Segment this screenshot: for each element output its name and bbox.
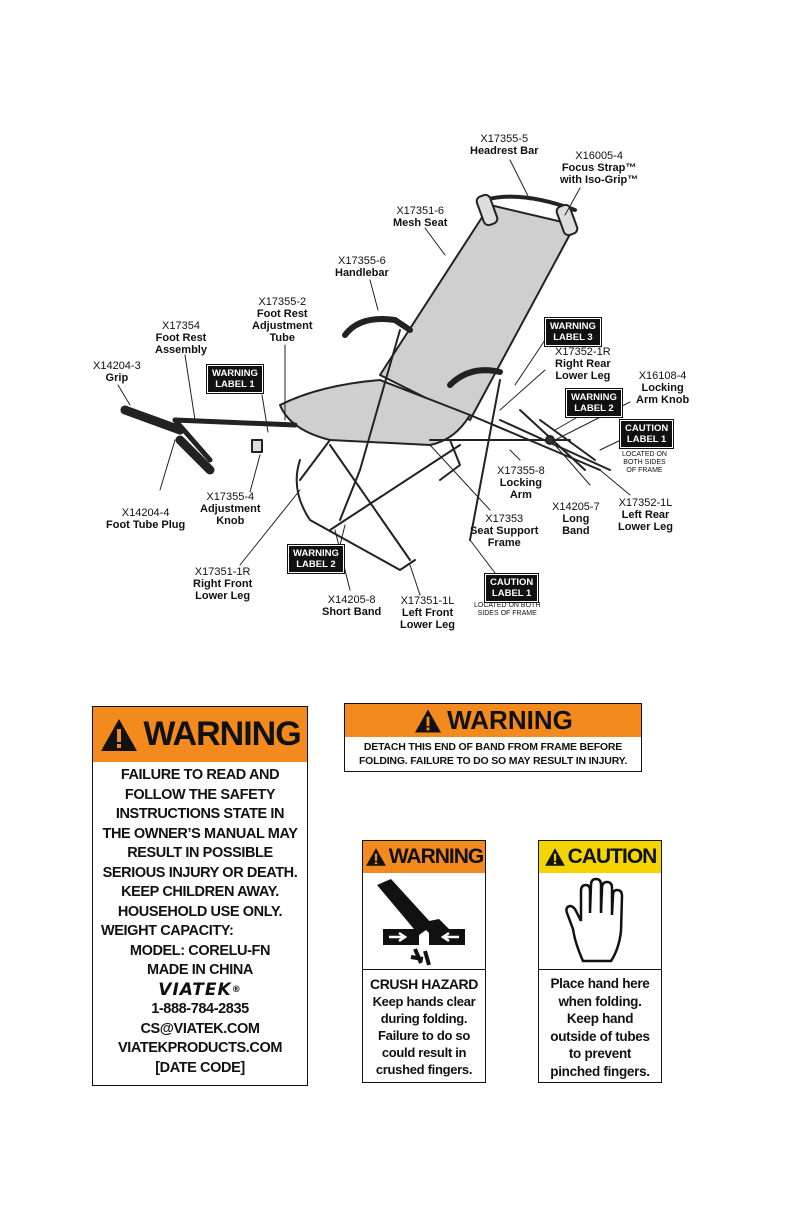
part-name: Lower Leg — [195, 590, 251, 602]
part-name: with Iso-Grip™ — [560, 174, 639, 186]
part-number: X17355-5 — [480, 133, 529, 145]
crush-warning-body: CRUSH HAZARD Keep hands clear during folding. Failure to do so could result in crushed fingers. — [370, 976, 478, 1077]
part-name: Adjustment — [200, 503, 261, 515]
tag-warning-label-2-rear: WARNING LABEL 2 — [566, 389, 622, 417]
caution-triangle-icon — [544, 847, 566, 867]
part-number: X17352-1R — [555, 346, 611, 358]
band-warning-body: DETACH THIS END OF BAND FROM FRAME BEFORE FOLDING. FAILURE TO DO SO MAY RESULT IN INJURY. — [358, 741, 628, 767]
crush-warning-header: WARNING — [363, 841, 485, 873]
callout-foot-tube-plug — [106, 507, 185, 531]
part-name: Short Band — [322, 606, 382, 618]
part-number: X17351-1R — [194, 566, 251, 578]
part-name: Adjustment — [252, 320, 313, 332]
part-name: Lower Leg — [618, 521, 674, 533]
part-number: X14204-3 — [93, 360, 141, 372]
warning-triangle-icon — [365, 847, 387, 867]
part-number: X17355-2 — [258, 296, 307, 308]
callout-locking-arm — [497, 465, 545, 501]
callout-left-rear-lower-leg — [618, 497, 673, 533]
callout-seat-support-frame — [470, 513, 538, 549]
callout-foot-rest-assembly — [155, 320, 207, 356]
part-name: Knob — [216, 515, 245, 527]
part-number: X17351-6 — [396, 205, 445, 217]
part-name: Handlebar — [335, 267, 389, 279]
part-name: Focus Strap™ — [561, 162, 637, 174]
warning-label-crush — [362, 840, 486, 1083]
caution-body: Place hand here when folding. Keep hand outside of tubes to prevent pinched fingers. — [550, 976, 650, 1079]
part-number: X14205-7 — [552, 501, 600, 513]
part-name: Tube — [269, 332, 295, 344]
hand-icon — [539, 873, 661, 969]
part-name: Foot Rest — [256, 308, 308, 320]
callout-adjustment-knob — [200, 491, 261, 527]
band-warning-header: WARNING — [345, 704, 641, 737]
warning-triangle-icon — [99, 717, 139, 753]
part-name: Foot Tube Plug — [106, 519, 186, 531]
tag-warning-label-3: WARNING LABEL 3 — [545, 318, 601, 346]
caution-header: CAUTION — [539, 841, 661, 873]
part-name: Locking — [641, 382, 684, 394]
caution-label-hand — [538, 840, 662, 1083]
part-name: Headrest Bar — [470, 145, 539, 157]
warning-body: FAILURE TO READ AND FOLLOW THE SAFETY INSTRUCTIONS STATE IN THE OWNER’S MANUAL MAY RESULT IN POSSIBLE SERIOUS INJURY OR DEATH. KEEP CHILDREN AWAY. HOUSEHOLD USE ONLY. WEIGHT CAPACITY: MODEL: CORELU-FN MADE IN CHINA VIATEK® 1-888-784-2835 CS@VIATEK.COM VIATEKPRODUCTS.COM [DATE CODE] — [93, 762, 307, 1078]
callout-headrest-bar — [470, 133, 538, 157]
part-number: X17351-1L — [400, 595, 455, 607]
part-name: Mesh Seat — [393, 217, 448, 229]
part-number: X17355-4 — [206, 491, 255, 503]
part-name: Left Rear — [621, 509, 670, 521]
part-name: Arm — [509, 489, 532, 501]
callout-short-band — [322, 594, 381, 618]
part-name: Locking — [499, 477, 542, 489]
crush-hazard-icon — [363, 873, 485, 969]
part-name: Lower Leg — [555, 370, 611, 382]
brand-logo: VIATEK® — [158, 979, 242, 1000]
tag-caution-label-1-front: CAUTION LABEL 1 — [485, 574, 538, 602]
tag-caution-label-1-rear: CAUTION LABEL 1 — [620, 420, 673, 448]
part-number: X17355-8 — [497, 465, 545, 477]
part-number: X14204-4 — [121, 507, 170, 519]
callout-focus-strap — [560, 150, 638, 186]
part-name: Frame — [487, 537, 521, 549]
part-name: Lower Leg — [400, 619, 456, 631]
part-number: X17353 — [485, 513, 524, 525]
warning-header: WARNING — [93, 707, 307, 762]
part-name: Right Front — [193, 578, 253, 590]
part-name: Seat Support — [470, 525, 539, 537]
part-number: X14205-8 — [327, 594, 376, 606]
callout-handlebar — [335, 255, 389, 279]
part-number: X16005-4 — [575, 150, 623, 162]
located-note-rear: LOCATED ON BOTH SIDES OF FRAME — [622, 451, 667, 474]
callout-left-front-lower-leg — [400, 595, 455, 631]
callout-foot-rest-adjustment-tube — [252, 296, 313, 344]
part-number: X17354 — [162, 320, 200, 332]
part-name: Grip — [105, 372, 129, 384]
part-number: X17355-6 — [338, 255, 386, 267]
part-number: X17352-1L — [618, 497, 673, 509]
located-note-front: LOCATED ON BOTH SIDES OF FRAME — [474, 602, 541, 617]
callout-grip — [93, 360, 141, 384]
part-name: Right Rear — [555, 358, 611, 370]
part-number: X16108-4 — [638, 370, 687, 382]
part-name: Band — [562, 525, 590, 537]
part-name: Assembly — [155, 344, 207, 356]
tag-warning-label-2-front: WARNING LABEL 2 — [288, 545, 344, 573]
warning-triangle-icon — [413, 708, 443, 734]
part-name: Left Front — [401, 607, 454, 619]
tag-warning-label-1: WARNING LABEL 1 — [207, 365, 263, 393]
callout-mesh-seat — [393, 205, 447, 229]
callout-right-front-lower-leg — [193, 566, 252, 602]
part-name: Long — [562, 513, 590, 525]
callout-locking-arm-knob — [636, 370, 689, 406]
part-name: Foot Rest — [155, 332, 207, 344]
callout-right-rear-lower-leg — [555, 346, 611, 382]
part-name: Arm Knob — [636, 394, 690, 406]
callout-long-band — [552, 501, 600, 537]
warning-label-main — [92, 706, 308, 1086]
warning-label-band — [344, 703, 642, 772]
